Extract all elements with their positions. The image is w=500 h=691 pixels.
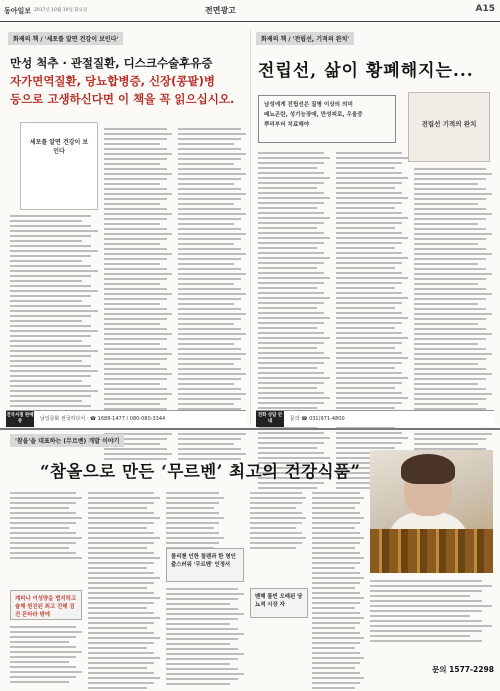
left-headline-line-2: 자가면역질환, 당뇨합병증, 신장(콩팥)병 [10, 74, 215, 88]
bottom-ad-tag: '참올'을 대표하는 (무르벤) 개발 이야기 [10, 434, 124, 447]
left-ad-tag: 화제의 책 / '세포를 알면 건강이 보인다' [8, 32, 123, 45]
right-body-text-3 [414, 168, 492, 483]
right-ad-subheadline-box [258, 95, 396, 143]
right-sub-line-3: 뿌리부터 치료해야 [264, 122, 310, 128]
bottom-ad-headline: “참올으로 만든 ‘무르벤’ 최고의 건강식품” [40, 462, 361, 481]
right-ad-footer [256, 410, 494, 426]
sidebox-3-text: 벤해 몰빈 오래된 당뇨적 시장 자 [255, 594, 303, 608]
bottom-sidebox-1 [10, 590, 82, 620]
right-body-text [258, 152, 330, 492]
left-footer-text: 남일문화 전국하다서 · ☎ 1688-1477 / 080-080-3344 [40, 416, 166, 422]
left-footer-badge: 전국서점 판매 중 [6, 411, 34, 427]
left-book-cover [20, 122, 98, 210]
left-ad-footer [6, 410, 246, 426]
sidebox-2-text: 폴리첸 인한 칠렌과 한 명인 출스러워 '무르벤' 인정서 [171, 554, 236, 568]
product-bottles-image [370, 529, 493, 573]
bottom-body-text-2 [88, 492, 160, 691]
bottom-body-text-3 [166, 492, 224, 552]
newspaper-logo: 동아일보 [4, 7, 32, 15]
bottom-sidebox-3 [250, 588, 308, 618]
bottom-body-text-4 [250, 492, 306, 552]
column-divider [250, 30, 251, 425]
bottom-sidebox-2 [166, 548, 244, 582]
sidebox-1-text: 계피나 이성양을 법지하고 슐해 원진된 최고 진해 검진 몬타라 밖에 [15, 596, 77, 618]
masthead [0, 0, 500, 22]
page-number: A15 [475, 4, 495, 14]
founder-photo [370, 450, 493, 573]
bottom-body-text-3b [166, 588, 244, 688]
right-body-text-2 [336, 152, 408, 492]
contact-phone: 문의 1577-2298 [432, 665, 494, 674]
right-footer-text: 문의 ☎ 031)971-4800 [290, 416, 345, 422]
right-ad-tag: 화제의 책 / '전립선, 기적의 완치' [256, 32, 354, 45]
right-book-cover [408, 92, 490, 162]
right-footer-badge: 전화 상담 안내 [256, 411, 284, 427]
left-headline-line-1: 만성 척추 · 관절질환, 디스크수술후유증 [10, 56, 213, 70]
bottom-body-text-1b [10, 626, 82, 686]
right-sub-line-2: 배뇨곤란, 성기능장애, 만성피로, 우울증 [264, 112, 363, 118]
section-divider [0, 428, 500, 430]
right-book-title: 전립선 기적의 완치 [421, 120, 477, 128]
right-ad-headline: 전립선, 삶이 황폐해지는... [258, 61, 474, 81]
bottom-body-text-6 [370, 580, 492, 645]
left-headline-line-3: 등으로 고생하신다면 이 책을 꼭 읽으십시오. [10, 92, 235, 106]
left-book-title: 세포를 알면 건강이 보인다 [29, 139, 89, 155]
dateline: 2017년 10월 10일 화요일 [34, 8, 88, 13]
left-ad-headline [10, 55, 250, 107]
bottom-body-text-5 [312, 492, 364, 691]
right-sub-line-1: 남성에게 전립선은 질병 이상의 의미 [264, 102, 353, 108]
bottom-body-text-1 [10, 492, 82, 562]
left-body-text [10, 215, 98, 410]
section-title: 전면광고 [205, 5, 236, 15]
